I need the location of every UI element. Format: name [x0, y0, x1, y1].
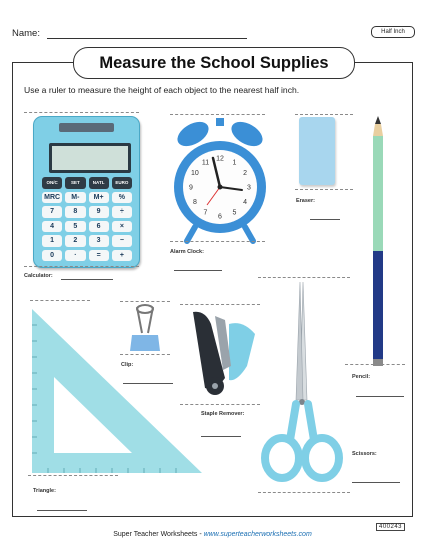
- calculator-key: MRC: [42, 192, 62, 204]
- triangle-image: [28, 305, 208, 480]
- calculator-key: ÷: [112, 206, 132, 218]
- calculator-key: ×: [112, 221, 132, 233]
- clock-number: 9: [189, 184, 193, 192]
- footer: [0, 531, 425, 538]
- calculator-key: 2: [65, 235, 85, 247]
- instructions: Use a ruler to measure the height of each object to the nearest half inch.: [24, 85, 300, 95]
- scissors-bottom-guide: [258, 492, 350, 493]
- calculator-key: −: [112, 235, 132, 247]
- calculator-key: 0: [42, 250, 62, 262]
- name-field[interactable]: [47, 38, 247, 39]
- calculator-bottom-guide: [24, 266, 139, 267]
- clip-label: Clip:: [121, 362, 134, 368]
- scissors-image: [260, 280, 345, 490]
- clock-number: 4: [243, 199, 248, 206]
- calculator-key: 4: [42, 221, 62, 233]
- level-badge: Half Inch: [371, 26, 415, 38]
- scissors-label: Scissors:: [352, 451, 377, 457]
- clock-number: 5: [232, 209, 237, 217]
- staple-remover-label: Staple Remover:: [201, 411, 245, 417]
- calculator-key: 9: [89, 206, 109, 218]
- calculator-key: ON/C: [42, 177, 62, 189]
- footer-url[interactable]: www.superteacherworksheets.com: [203, 531, 312, 538]
- calculator-key: M+: [89, 192, 109, 204]
- clock-number: 8: [192, 199, 197, 206]
- calculator-key: 1: [42, 235, 62, 247]
- clock-number: 3: [247, 184, 251, 192]
- eraser-bottom-guide: [295, 189, 353, 190]
- calculator-display: [49, 143, 131, 173]
- triangle-bottom-guide: [28, 475, 118, 476]
- clock-number: 7: [203, 209, 208, 217]
- clock-number: 2: [243, 170, 248, 177]
- eraser-label: Eraser:: [296, 198, 315, 204]
- eraser-image: [299, 117, 335, 185]
- pencil-label: Pencil:: [352, 374, 371, 380]
- calculator-label: Calculator:: [24, 273, 53, 279]
- clock-number: 6: [218, 213, 222, 221]
- calculator-key: SET: [65, 177, 85, 189]
- triangle-top-guide: [30, 300, 90, 301]
- calculator-solar-panel: [59, 123, 114, 132]
- calculator-image: [33, 116, 140, 268]
- calculator-key: =: [89, 250, 109, 262]
- clock-number: 1: [232, 159, 237, 167]
- eraser-top-guide: [295, 114, 353, 115]
- calculator-key: 5: [65, 221, 85, 233]
- calculator-key: 6: [89, 221, 109, 233]
- scissors-top-guide: [258, 277, 350, 278]
- calculator-key: ·: [65, 250, 85, 262]
- calculator-key: M-: [65, 192, 85, 204]
- worksheet-code: 400243: [376, 523, 405, 531]
- alarm-clock-answer-line[interactable]: [174, 270, 222, 271]
- clock-number: 11: [201, 159, 210, 167]
- clip-top-guide: [120, 301, 170, 302]
- footer-brand: Super Teacher Worksheets -: [113, 531, 204, 538]
- calculator-keypad: [42, 177, 132, 261]
- triangle-label: Triangle:: [33, 488, 56, 494]
- page-title: Measure the School Supplies: [73, 47, 355, 79]
- alarm-clock-label: Alarm Clock:: [170, 249, 204, 255]
- triangle-answer-line[interactable]: [37, 510, 87, 511]
- calculator-key: NATL: [89, 177, 109, 189]
- alarm-clock-image: [165, 115, 275, 245]
- eraser-answer-line[interactable]: [310, 219, 340, 220]
- calculator-answer-line[interactable]: [61, 279, 113, 280]
- clock-number: 12: [216, 155, 224, 163]
- pencil-image: [372, 116, 384, 366]
- pencil-answer-line[interactable]: [356, 396, 404, 397]
- pencil-bottom-guide: [345, 364, 405, 365]
- name-label: Name:: [12, 28, 40, 39]
- calculator-key: 7: [42, 206, 62, 218]
- calculator-key: EURO: [112, 177, 132, 189]
- scissors-answer-line[interactable]: [352, 482, 400, 483]
- alarm-clock-bottom-guide: [170, 241, 265, 242]
- clock-number: 10: [191, 170, 199, 177]
- calculator-key: 8: [65, 206, 85, 218]
- calculator-key: +: [112, 250, 132, 262]
- calculator-key: 3: [89, 235, 109, 247]
- calculator-key: %: [112, 192, 132, 204]
- calculator-top-guide: [24, 112, 139, 113]
